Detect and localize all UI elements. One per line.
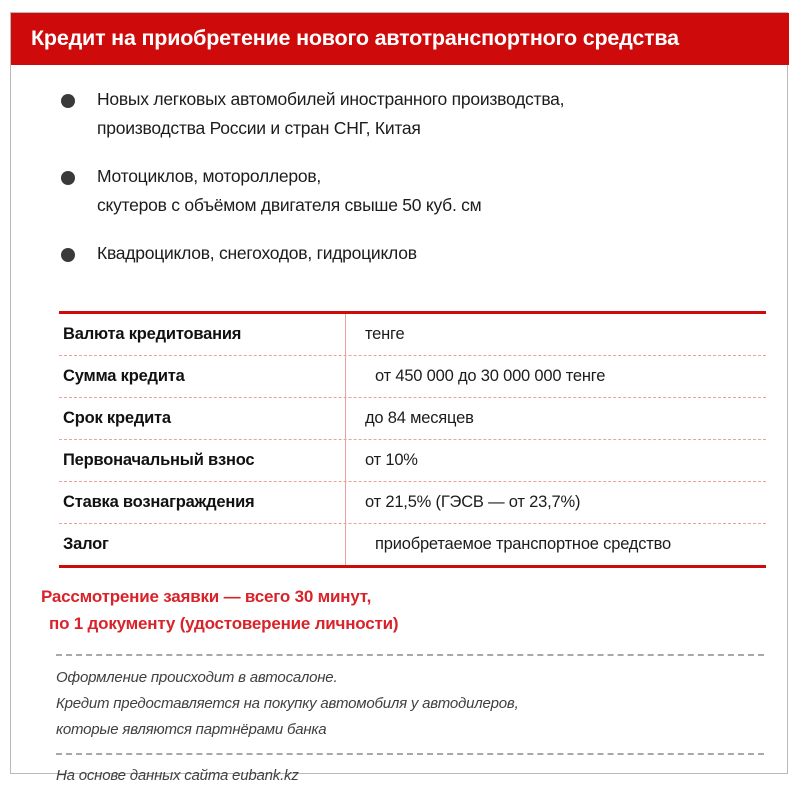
bullet-dot-icon — [61, 248, 75, 262]
footnote-line: которые являются партнёрами банка — [56, 721, 327, 738]
list-item-line: Квадроциклов, снегоходов, гидроциклов — [97, 243, 417, 263]
bullet-dot-icon — [61, 171, 75, 185]
divider — [56, 753, 764, 755]
table-cell-label: Залог — [63, 535, 109, 553]
column-divider — [345, 440, 346, 481]
table-row — [59, 481, 766, 523]
footnote-line: Оформление происходит в автосалоне. — [56, 669, 338, 686]
list-item — [59, 162, 769, 220]
list-item — [59, 85, 769, 143]
table-row — [59, 314, 766, 355]
application-note-line: по 1 документу (удостоверение личности) — [49, 614, 399, 633]
table-cell-value: до 84 месяцев — [365, 409, 474, 427]
table-cell-value: от 10% — [365, 451, 418, 469]
table-row — [59, 523, 766, 565]
application-note-line: Рассмотрение заявки — всего 30 минут, — [41, 587, 372, 606]
list-item-line: Мотоциклов, мотороллеров, — [97, 166, 322, 186]
spec-table — [59, 311, 766, 568]
table-cell-label: Сумма кредита — [63, 367, 185, 385]
footnote-line: На основе данных сайта eubank.kz — [56, 767, 299, 784]
table-cell-value: приобретаемое транспортное средство — [375, 535, 672, 553]
table-cell-label: Срок кредита — [63, 409, 171, 427]
footnote-line: Кредит предоставляется на покупку автомобиля у автодилеров, — [56, 695, 519, 712]
table-cell-label: Ставка вознаграждения — [63, 493, 255, 511]
table-cell-label: Валюта кредитования — [63, 325, 242, 343]
table-row — [59, 439, 766, 481]
table-cell-value: тенге — [365, 325, 405, 343]
title-bar — [11, 13, 789, 65]
table-row — [59, 397, 766, 439]
table-cell-value: от 450 000 до 30 000 000 тенге — [375, 367, 606, 385]
info-card — [10, 12, 788, 784]
list-item-line: Новых легковых автомобилей иностранного производства, — [97, 89, 565, 109]
column-divider — [345, 398, 346, 439]
table-cell-value: от 21,5% (ГЭСВ — от 23,7%) — [365, 493, 581, 511]
table-cell-label: Первоначальный взнос — [63, 451, 255, 469]
footnote-source — [56, 763, 776, 789]
list-item-line: производства России и стран СНГ, Китая — [97, 118, 421, 138]
column-divider — [345, 356, 346, 397]
divider — [56, 654, 764, 656]
list-item — [59, 239, 769, 268]
column-divider — [345, 524, 346, 565]
column-divider — [345, 314, 346, 355]
column-divider — [345, 482, 346, 523]
table-row — [59, 355, 766, 397]
footnote-conditions — [56, 665, 776, 743]
list-item-line: скутеров с объёмом двигателя свыше 50 куб. см — [97, 195, 482, 215]
application-note — [41, 583, 761, 637]
bullet-dot-icon — [61, 94, 75, 108]
eligibility-list — [59, 85, 769, 287]
page-title: Кредит на приобретение нового автотранспортного средства — [31, 26, 679, 50]
